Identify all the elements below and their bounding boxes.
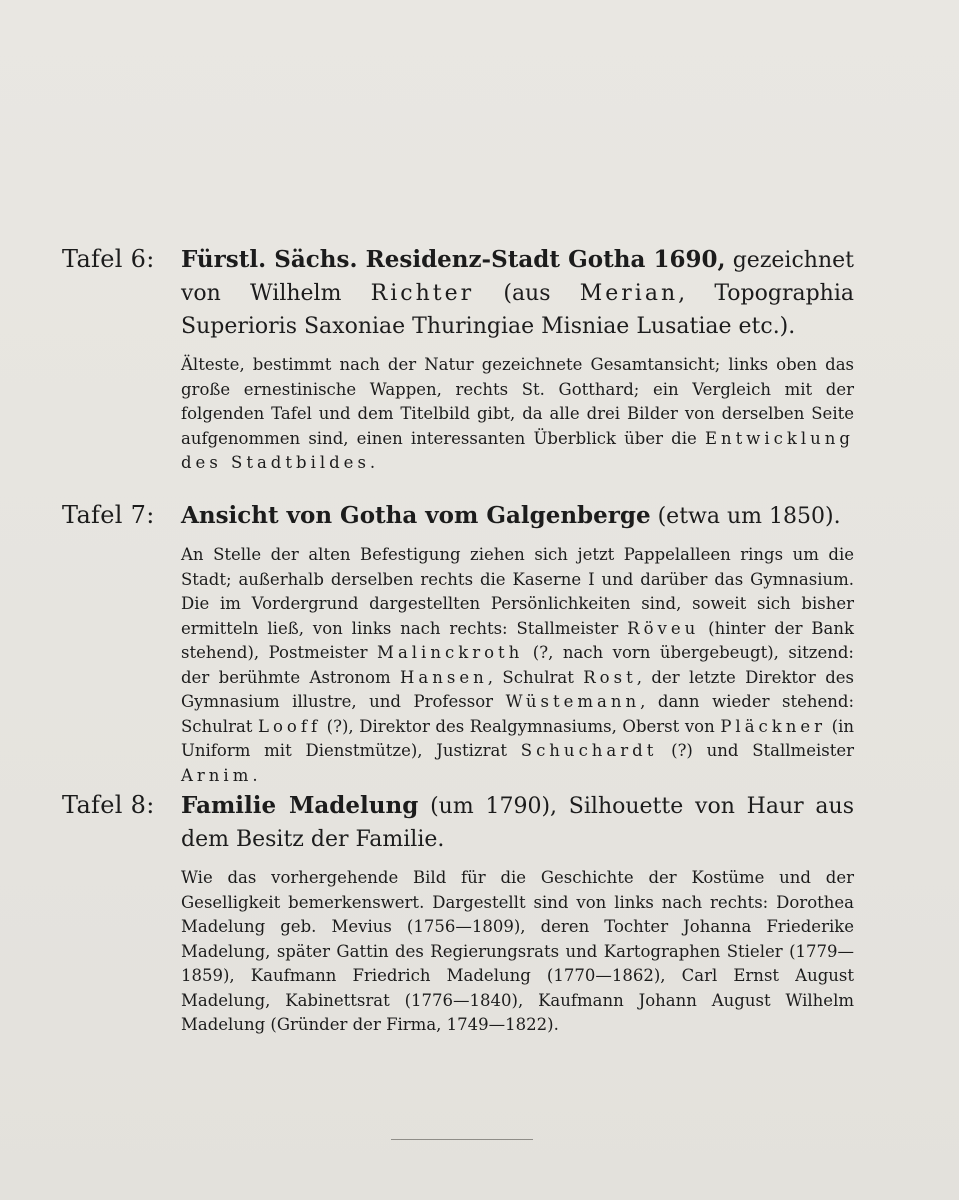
person-name: Röveu bbox=[627, 618, 700, 638]
plate-entry-header bbox=[62, 499, 854, 533]
plate-entry-header bbox=[62, 243, 854, 343]
heading-spaced-name: Richter bbox=[370, 281, 475, 306]
person-name: Schuchardt bbox=[520, 741, 658, 760]
plate-description bbox=[181, 543, 854, 788]
description-text: . bbox=[252, 765, 258, 785]
person-name: Arnim bbox=[181, 765, 253, 785]
plate-description bbox=[181, 353, 854, 476]
plate-label: Tafel 7: bbox=[62, 501, 155, 529]
person-name: Hansen bbox=[400, 667, 488, 687]
plate-entry-7 bbox=[62, 499, 854, 788]
description-text: , dann wieder stehend: Schulrat bbox=[181, 692, 855, 736]
description-text: (?, nach vorn übergebeugt), sitzend: der berühmte Astronom bbox=[181, 643, 854, 687]
description-text: , der letzte Direktor des Gymnasium illustre, und Professor bbox=[181, 667, 855, 711]
description-text: (hinter der Bank stehend), Postmeister bbox=[181, 618, 854, 662]
heading-text: gezeichnet von Wilhelm bbox=[181, 248, 854, 306]
person-name: Rost bbox=[583, 667, 637, 687]
description-spaced-text: Entwicklung des Stadtbildes bbox=[181, 428, 854, 472]
description-text: An Stelle der alten Befestigung ziehen sich jetzt Pappelalleen rings um die Stadt; außerhalb derselben rechts die Kaserne I und darüber das Gymnasium. Die im Vordergrund dargestellten Persönlichkeiten sind, soweit sich bisher ermitteln ließ, von links nach rechts: Stallmeister bbox=[181, 545, 854, 638]
heading-text: , Topographia Superioris Saxoniae Thuringiae Misniae Lusatiae etc.). bbox=[181, 281, 854, 339]
heading-text: (um 1790), Silhouette von Haur aus dem Besitz der Familie. bbox=[181, 794, 854, 852]
description-text: (?), Direktor des Realgymnasiums, Oberst von bbox=[321, 716, 721, 736]
person-name: Malinckroth bbox=[377, 643, 524, 662]
heading-spaced-name: Merian bbox=[579, 281, 679, 306]
description-text: (in Uniform mit Dienstmütze), Justizrat bbox=[181, 716, 854, 760]
person-name: Wüstemann bbox=[505, 692, 641, 711]
plate-title: Familie Madelung bbox=[181, 792, 419, 819]
person-name: Looff bbox=[258, 716, 322, 736]
plate-entry-header bbox=[62, 789, 854, 856]
plate-title: Ansicht von Gotha vom Galgenberge bbox=[181, 502, 651, 529]
heading-text: (etwa um 1850). bbox=[650, 504, 841, 529]
plate-heading bbox=[181, 499, 854, 533]
plate-description: Wie das vorhergehende Bild für die Geschichte der Kostüme und der Geselligkeit bemerkenswert. Dargestellt sind von links nach rechts: Dorothea Madelung geb. Mevius (1756—1809), deren Tochter Johanna Friederike Madelung, später Gattin des Regierungsrats und Kartographen Stieler (1779—1859), Kaufmann Friedrich Madelung (1770—1862), Carl Ernst August Madelung, Kabinettsrat (1776—1840), Kaufmann Johann August Wilhelm Madelung (Gründer der Firma, 1749—1822). bbox=[181, 868, 854, 1034]
plate-entry-8 bbox=[62, 789, 854, 1038]
description-text: . bbox=[369, 453, 376, 472]
plate-title: Fürstl. Sächs. Residenz-Stadt Gotha 1690, bbox=[181, 246, 726, 273]
plate-label: Tafel 8: bbox=[62, 791, 155, 819]
plate-heading bbox=[181, 243, 854, 343]
description-text: Älteste, bestimmt nach der Natur gezeichnete Gesamtansicht; links oben das große ernestinische Wappen, rechts St. Gotthard; ein Vergleich mit der folgenden Tafel und dem Titelbild gibt, da alle drei Bilder von derselben Seite aufgenommen sind, einen interessanten Überblick über die bbox=[181, 355, 854, 448]
description-text: , Schulrat bbox=[487, 667, 584, 687]
description-text: (?) und Stallmeister bbox=[657, 741, 854, 760]
person-name: Pläckner bbox=[720, 716, 827, 736]
plate-heading bbox=[181, 789, 854, 856]
plate-label: Tafel 6: bbox=[62, 245, 155, 273]
heading-text: (aus bbox=[474, 281, 580, 306]
plate-entry-6 bbox=[62, 243, 854, 476]
footer-rule bbox=[391, 1139, 533, 1140]
